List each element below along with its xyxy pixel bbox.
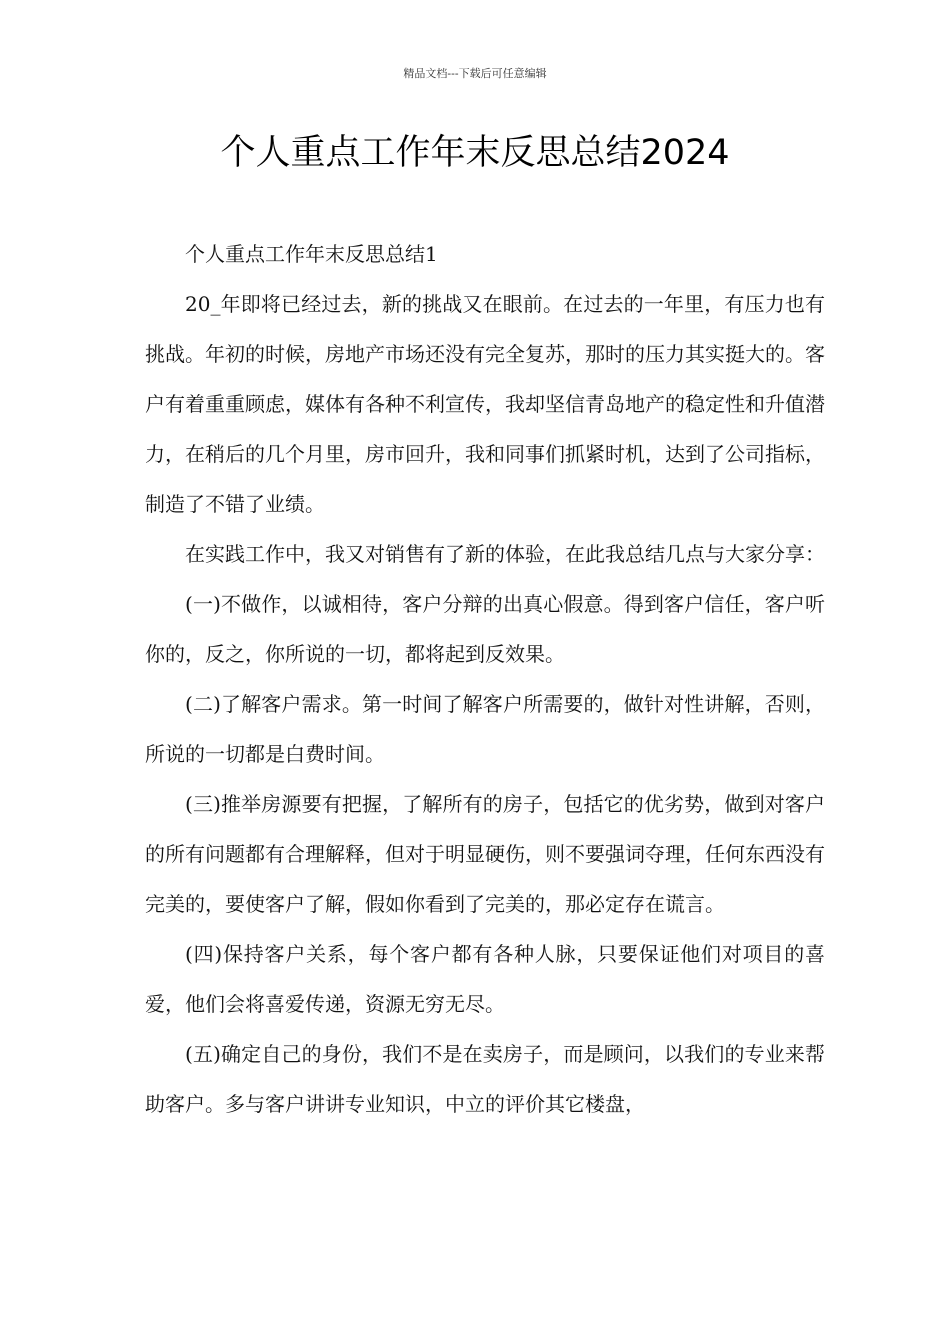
body-paragraph: 20_年即将已经过去，新的挑战又在眼前。在过去的一年里，有压力也有挑战。年初的时候，房地产市场还没有完全复苏，那时的压力其实挺大的。客户有着重重顾虑，媒体有各种不利宣传，我却坚信青岛地产的稳定性和升值潜力，在稍后的几个月里，房市回升，我和同事们抓紧时机，达到了公司指标，制造了不错了业绩。 <box>145 292 825 516</box>
list-paragraph: (四)保持客户关系，每个客户都有各种人脉，只要保证他们对项目的喜爱，他们会将喜爱传递，资源无穷无尽。 <box>145 942 825 1016</box>
document-title: 个人重点工作年末反思总结2024 <box>220 133 730 173</box>
subtitle-paragraph: 个人重点工作年末反思总结1 <box>185 242 438 266</box>
list-paragraph: (一)不做作，以诚相待，客户分辩的出真心假意。得到客户信任，客户听你的，反之，你所说的一切，都将起到反效果。 <box>145 592 825 666</box>
body-paragraph: 在实践工作中，我又对销售有了新的体验，在此我总结几点与大家分享： <box>185 542 825 566</box>
list-paragraph: (二)了解客户需求。第一时间了解客户所需要的，做针对性讲解，否则，所说的一切都是白费时间。 <box>145 692 825 766</box>
document-body <box>145 229 825 1129</box>
list-paragraph: (五)确定自己的身份，我们不是在卖房子，而是顾问，以我们的专业来帮助客户。多与客户讲讲专业知识，中立的评价其它楼盘， <box>145 1042 825 1116</box>
header-note: 精品文档---下载后可任意编辑 <box>403 67 547 80</box>
list-paragraph: (三)推举房源要有把握，了解所有的房子，包括它的优劣势，做到对客户的所有问题都有合理解释，但对于明显硬伤，则不要强词夺理，任何东西没有完美的，要使客户了解，假如你看到了完美的，那必定存在谎言。 <box>145 792 825 916</box>
